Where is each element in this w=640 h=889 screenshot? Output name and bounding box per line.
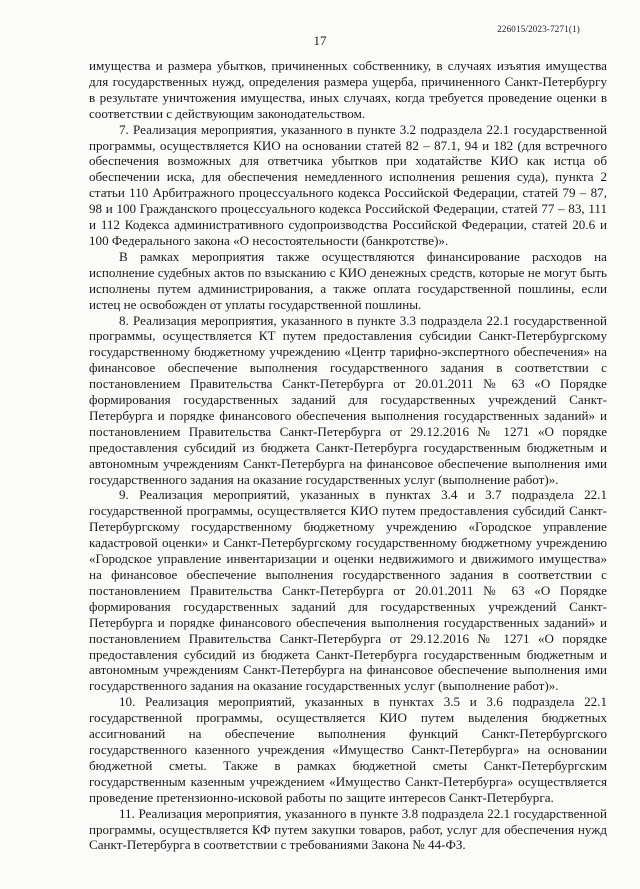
page-number: 17 <box>313 33 327 48</box>
paragraph-item-10: 10. Реализация мероприятий, указанных в пунктах 3.5 и 3.6 подраздела 22.1 государственной программы, осуществляется КИО путем выделения бюджетных ассигнований на обеспечение выполнения функций Санкт-Петербургского государственного казенного учреждения «Имущество Санкт-Петербурга» на основании бюджетной сметы. Также в рамках бюджетной сметы Санкт-Петербургским государственным казенным учреждением «Имущество Санкт-Петербурга» осуществляется проведение претензионно-исковой работы по защите интересов Санкт-Петербурга. <box>89 694 607 805</box>
paragraph-item-9: 9. Реализация мероприятий, указанных в пунктах 3.4 и 3.7 подраздела 22.1 государственной программы, осуществляется КИО путем предоставления субсидий Санкт-Петербургскому государственному бюджетному учреждению «Городское управление кадастровой оценки» и Санкт-Петербургскому государственному бюджетному учреждению «Городское управление инвентаризации и оценки недвижимого и движимого имущества» на финансовое обеспечение выполнения государственного задания в соответствии с постановлением Правительства Санкт-Петербурга от 20.01.2011 № 63 «О Порядке формирования государственных заданий для государственных учреждений Санкт-Петербурга и порядке финансового обеспечения выполнения государственных заданий» и постановлением Правительства Санкт-Петербурга от 29.12.2016 № 1271 «О порядке предоставления субсидий из бюджета Санкт-Петербурга государственным бюджетным и автономным учреждениям Санкт-Петербурга на финансовое обеспечение выполнения ими государственного задания на оказание государственных услуг (выполнение работ)». <box>89 487 607 694</box>
paragraph-item-7: 7. Реализация мероприятия, указанного в пункте 3.2 подраздела 22.1 государственной программы, осуществляется КИО на основании статей 82 – 87.1, 94 и 182 (для встречного обеспечения возможных для ответчика убытков при ходатайстве КИО как истца об обеспечении иска, для обеспечения немедленного исполнения решения суда), пункта 2 статьи 110 Арбитражного процессуального кодекса Российской Федерации, статей 79 – 87, 98 и 100 Гражданского процессуального кодекса Российской Федерации, статей 77 – 83, 111 и 112 Кодекса административного судопроизводства Российской Федерации, статей 20.6 и 100 Федерального закона «О несостоятельности (банкротстве)». <box>89 121 607 248</box>
paragraph-continuation: имущества и размера убытков, причиненных собственнику, в случаях изъятия имущества для государственных нужд, определения размера ущерба, причиненного Санкт-Петербургу в результате уничтожения имущества, иных случаях, когда требуется проведение оценки в соответствии с действующим законодательством. <box>89 58 607 121</box>
document-body <box>89 58 607 853</box>
paragraph-item-8: 8. Реализация мероприятия, указанного в пункте 3.3 подраздела 22.1 государственной программы, осуществляется КТ путем предоставления субсидии Санкт-Петербургскому государственному бюджетному учреждению «Центр тарифно-экспертного обеспечения» на финансовое обеспечение выполнения государственного задания в соответствии с постановлением Правительства Санкт-Петербурга от 20.01.2011 № 63 «О Порядке формирования государственных заданий для государственных учреждений Санкт-Петербурга и порядке финансового обеспечения выполнения государственных заданий» и постановлением Правительства Санкт-Петербурга от 29.12.2016 № 1271 «О порядке предоставления субсидий из бюджета Санкт-Петербурга государственным бюджетным и автономным учреждениям Санкт-Петербурга на финансовое обеспечение выполнения ими государственного задания на оказание государственных услуг (выполнение работ)». <box>89 312 607 487</box>
document-id: 226015/2023-7271(1) <box>497 24 580 34</box>
paragraph-item-7-financing: В рамках мероприятия также осуществляются финансирование расходов на исполнение судебных актов по взысканию с КИО денежных средств, которые не могут быть исполнены путем администрирования, а также оплата государственной пошлины, если истец не освобожден от уплаты государственной пошлины. <box>89 248 607 312</box>
paragraph-item-11: 11. Реализация мероприятия, указанного в пункте 3.8 подраздела 22.1 государственной программы, осуществляется КФ путем закупки товаров, работ, услуг для обеспечения нужд Санкт-Петербурга в соответствии с требованиями Закона № 44-ФЗ. <box>89 805 607 853</box>
